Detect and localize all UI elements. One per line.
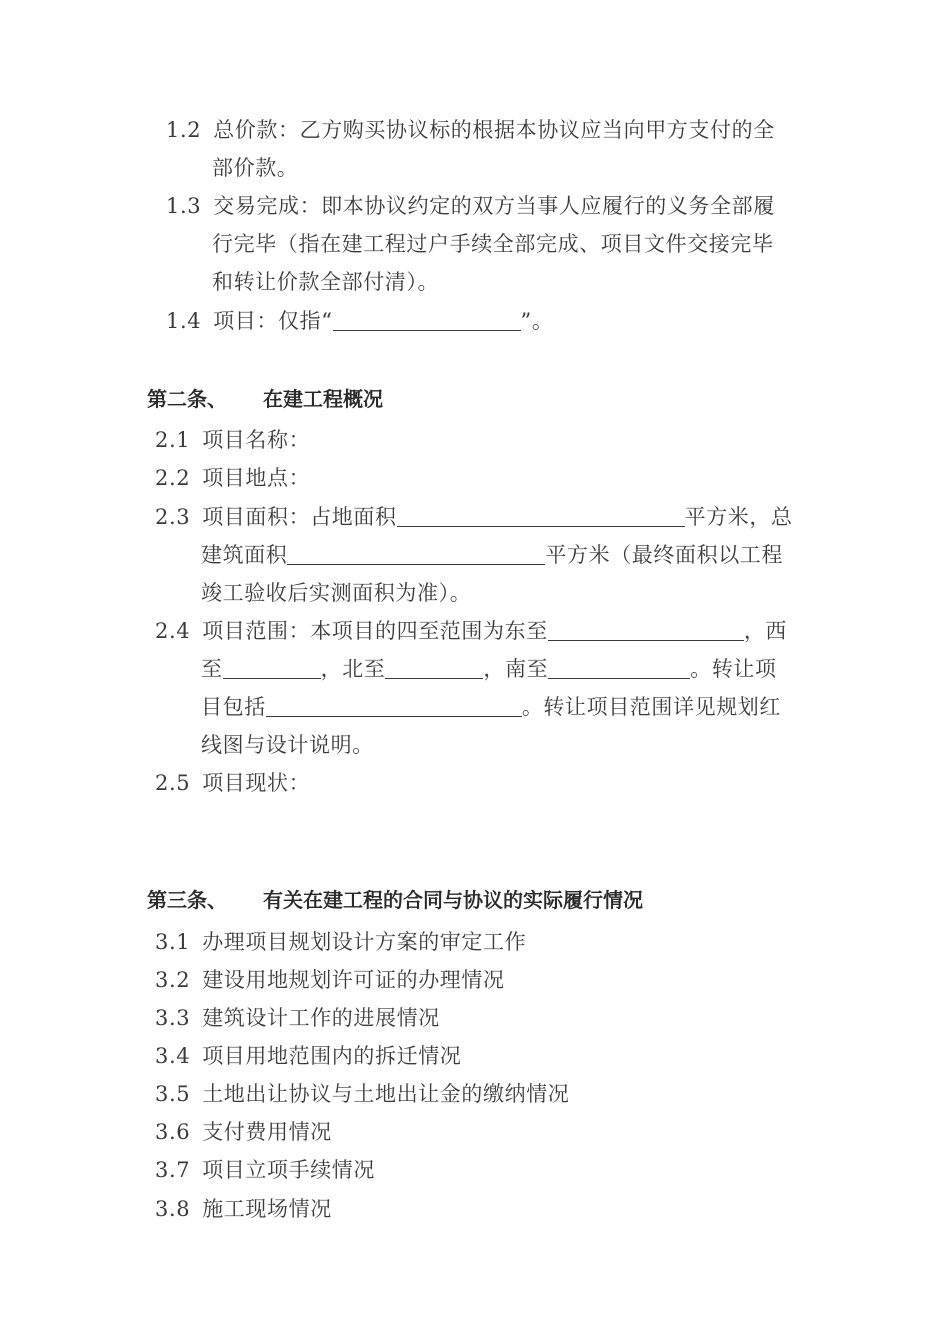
clause-3-2 (155, 965, 505, 995)
clause-number: 3.8 (155, 1197, 191, 1221)
clause-text: 总价款：乙方购买协议标的根据本协议应当向甲方支付的全 (213, 118, 775, 142)
building-area-blank[interactable] (287, 542, 545, 565)
clause-text: 土地出让协议与土地出让金的缴纳情况 (202, 1082, 570, 1106)
section-title: 在建工程概况 (263, 387, 383, 411)
clause-text-pre: 项目：仅指“ (213, 309, 333, 333)
clause-text-post: ，西 (743, 619, 788, 643)
clause-text: 施工现场情况 (202, 1197, 332, 1221)
clause-text: 支付费用情况 (202, 1120, 332, 1144)
clause-text-post: 。转让项目范围详见规划红 (521, 695, 782, 719)
clause-text-pre: 目包括 (201, 695, 266, 719)
clause-number: 3.4 (155, 1044, 191, 1068)
clause-text: 项目用地范围内的拆迁情况 (202, 1044, 462, 1068)
clause-text-pre: 建筑面积 (201, 543, 288, 567)
clause-3-5 (155, 1079, 569, 1109)
clause-number: 1.2 (166, 118, 202, 142)
clause-1-3 (166, 191, 775, 221)
clause-text-d: 。转让项 (690, 657, 777, 681)
clause-2-3 (155, 502, 793, 532)
clause-2-1 (155, 425, 310, 455)
clause-number: 3.3 (155, 1006, 191, 1030)
east-boundary-blank[interactable] (548, 618, 744, 641)
project-includes-blank[interactable] (266, 694, 522, 717)
land-area-blank[interactable] (397, 504, 685, 527)
clause-number: 2.2 (155, 466, 191, 490)
clause-3-4 (155, 1041, 461, 1071)
clause-number: 1.4 (166, 309, 202, 333)
clause-text-c: ，南至 (483, 657, 549, 681)
north-boundary-blank[interactable] (385, 656, 483, 679)
clause-text: 办理项目规划设计方案的审定工作 (202, 930, 527, 954)
clause-3-8 (155, 1194, 332, 1224)
clause-text: 建筑设计工作的进展情况 (202, 1006, 440, 1030)
clause-1-4 (166, 306, 553, 336)
clause-number: 2.4 (155, 619, 191, 643)
clause-text: 项目名称： (202, 428, 311, 452)
clause-2-4 (155, 616, 787, 646)
clause-number: 3.5 (155, 1082, 191, 1106)
clause-text-post: ”。 (520, 309, 554, 333)
clause-text: 项目地点： (202, 466, 311, 490)
clause-text-post: 平方米，总 (684, 505, 793, 529)
clause-2-2 (155, 463, 310, 493)
clause-number: 3.7 (155, 1158, 191, 1182)
clause-number: 3.2 (155, 968, 191, 992)
section-3-heading (147, 885, 643, 915)
clause-number: 1.3 (166, 194, 202, 218)
clause-number: 2.1 (155, 428, 191, 452)
clause-number: 2.5 (155, 771, 191, 795)
clause-1-3-cont-1: 行完毕（指在建工程过户手续全部完成、项目文件交接完毕 (212, 232, 774, 256)
south-boundary-blank[interactable] (548, 656, 690, 679)
clause-2-5 (155, 768, 310, 798)
clause-3-7 (155, 1155, 375, 1185)
clause-text-a: 至 (201, 657, 223, 681)
clause-text: 建设用地规划许可证的办理情况 (202, 968, 505, 992)
clause-text-post: 平方米（最终面积以工程 (545, 543, 784, 567)
clause-3-6 (155, 1117, 332, 1147)
clause-text-b: ，北至 (320, 657, 386, 681)
clause-2-4-cont-1 (201, 654, 777, 684)
west-boundary-blank[interactable] (223, 656, 321, 679)
section-number: 第二条、 (147, 387, 227, 411)
clause-text-pre: 项目范围：本项目的四至范围为东至 (202, 619, 548, 643)
clause-text: 项目立项手续情况 (202, 1158, 376, 1182)
clause-1-2-cont: 部价款。 (212, 156, 299, 180)
clause-text: 交易完成：即本协议约定的双方当事人应履行的义务全部履 (213, 194, 775, 218)
clause-2-4-cont-2 (201, 692, 781, 722)
clause-2-4-cont-3: 线图与设计说明。 (201, 733, 374, 757)
section-2-heading (147, 384, 383, 414)
clause-text-pre: 项目面积：占地面积 (202, 505, 397, 529)
project-name-blank[interactable] (333, 308, 521, 331)
clause-number: 3.6 (155, 1120, 191, 1144)
clause-text: 项目现状： (202, 771, 311, 795)
section-number: 第三条、 (147, 888, 227, 912)
clause-1-2 (166, 115, 775, 145)
clause-2-3-cont-2: 竣工验收后实测面积为准）。 (201, 581, 472, 605)
clause-number: 3.1 (155, 930, 191, 954)
clause-3-1 (155, 927, 526, 957)
clause-1-3-cont-2: 和转让价款全部付清）。 (212, 270, 440, 294)
section-title: 有关在建工程的合同与协议的实际履行情况 (263, 888, 643, 912)
clause-number: 2.3 (155, 505, 191, 529)
clause-2-3-cont-1 (201, 540, 783, 570)
clause-3-3 (155, 1003, 440, 1033)
